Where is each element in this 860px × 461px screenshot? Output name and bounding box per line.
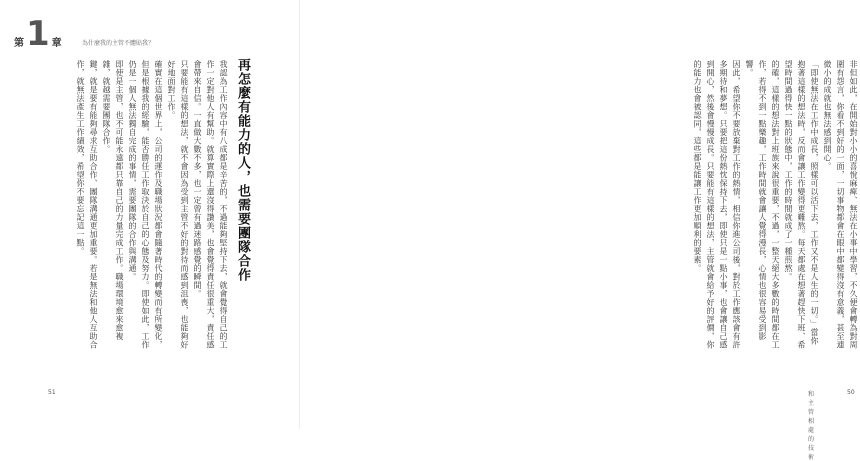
right-body-text: 非但如此，在開始對小小的喜悅麻痺、無法在小事中學習，不久便會轉為對周圍有怨言，你看不到好的一面，一切事物都會在眼中都變得沒有意義，甚至連微小的成就也無法感到開心。 「即使無法在工作中成長，照樣可以活下去，工作又不是人生的一切。」當你抱著這樣的想法時，反而會讓工作變得更難熬。每天都處在想著趕快下班、希望時間過得快一點的狀態中，工作的時間就成了一種煎熬。 的確，這樣的想法對上班族來說很重要，不過，一整天絕大多數的時間都在工作，若得不到一點樂趣，工作時間就會讓人覺得漫長，心情也很容易受到影響。 因此，希望你不要放棄對工作的熱情，相信你進公司後，對於工作應該會有許多期待和夢想。只要把這份熱忱保持下去，即使只是一點小事，也會讓自己感到開心，然後會慢慢成長。只要能有這樣的想法，主管就會給予好的評價，你的能力也會被認同，這些都是能讓工作更加順利的要素。 [693,60,858,349]
left-page [0,0,300,429]
chapter-label [14,14,62,54]
page-number-right: 50 [847,389,855,396]
chapter-suffix: 章 [51,37,62,49]
chapter-prefix: 第 [14,37,24,49]
running-head: 和主管相處的技術 [808,391,815,461]
right-page [300,0,858,461]
chapter-title: 為什麼我的主管不體貼我？ [82,40,155,47]
page-number-left: 51 [48,389,56,396]
section-heading: 再怎麼有能力的人，也需要團隊合作 [235,58,250,282]
left-body-text: 我認為工作內容中有八成都是辛苦的，不過能夠堅持下去，就會覺得自己的工作一定對他人有幫助。就算實際上還沒得讚美，也會覺得責任很重大，責任感會帶來自信。一直做大數不多，也一定曾有過迷路感覺的瞬間。 只要能有這樣的想法，就不會因為受到主管不好的對待而感到沮喪，也能夠好好地面對工作。 確實在這個世界上，公司的運作及職場狀況都會隨著時代的轉變而有所變化，但是根據我的經驗，能否勝任工作取決於自己的心態及努力。即使如此，工作仍是一個人無法獨自完成的事情，需要團隊的合作與溝通。 即使是主管，也不可能永遠都只靠自己的力量完成工作。職場環境愈來愈複雜，就越需要團隊合作。 鍵，就是要有能夠尋求互助合作、團隊溝通更加重要。若是無法和他人互助合作，就無法產生工作績效，希望你不要忘記這一點。 [76,60,228,349]
chapter-number: 1 [26,14,50,54]
